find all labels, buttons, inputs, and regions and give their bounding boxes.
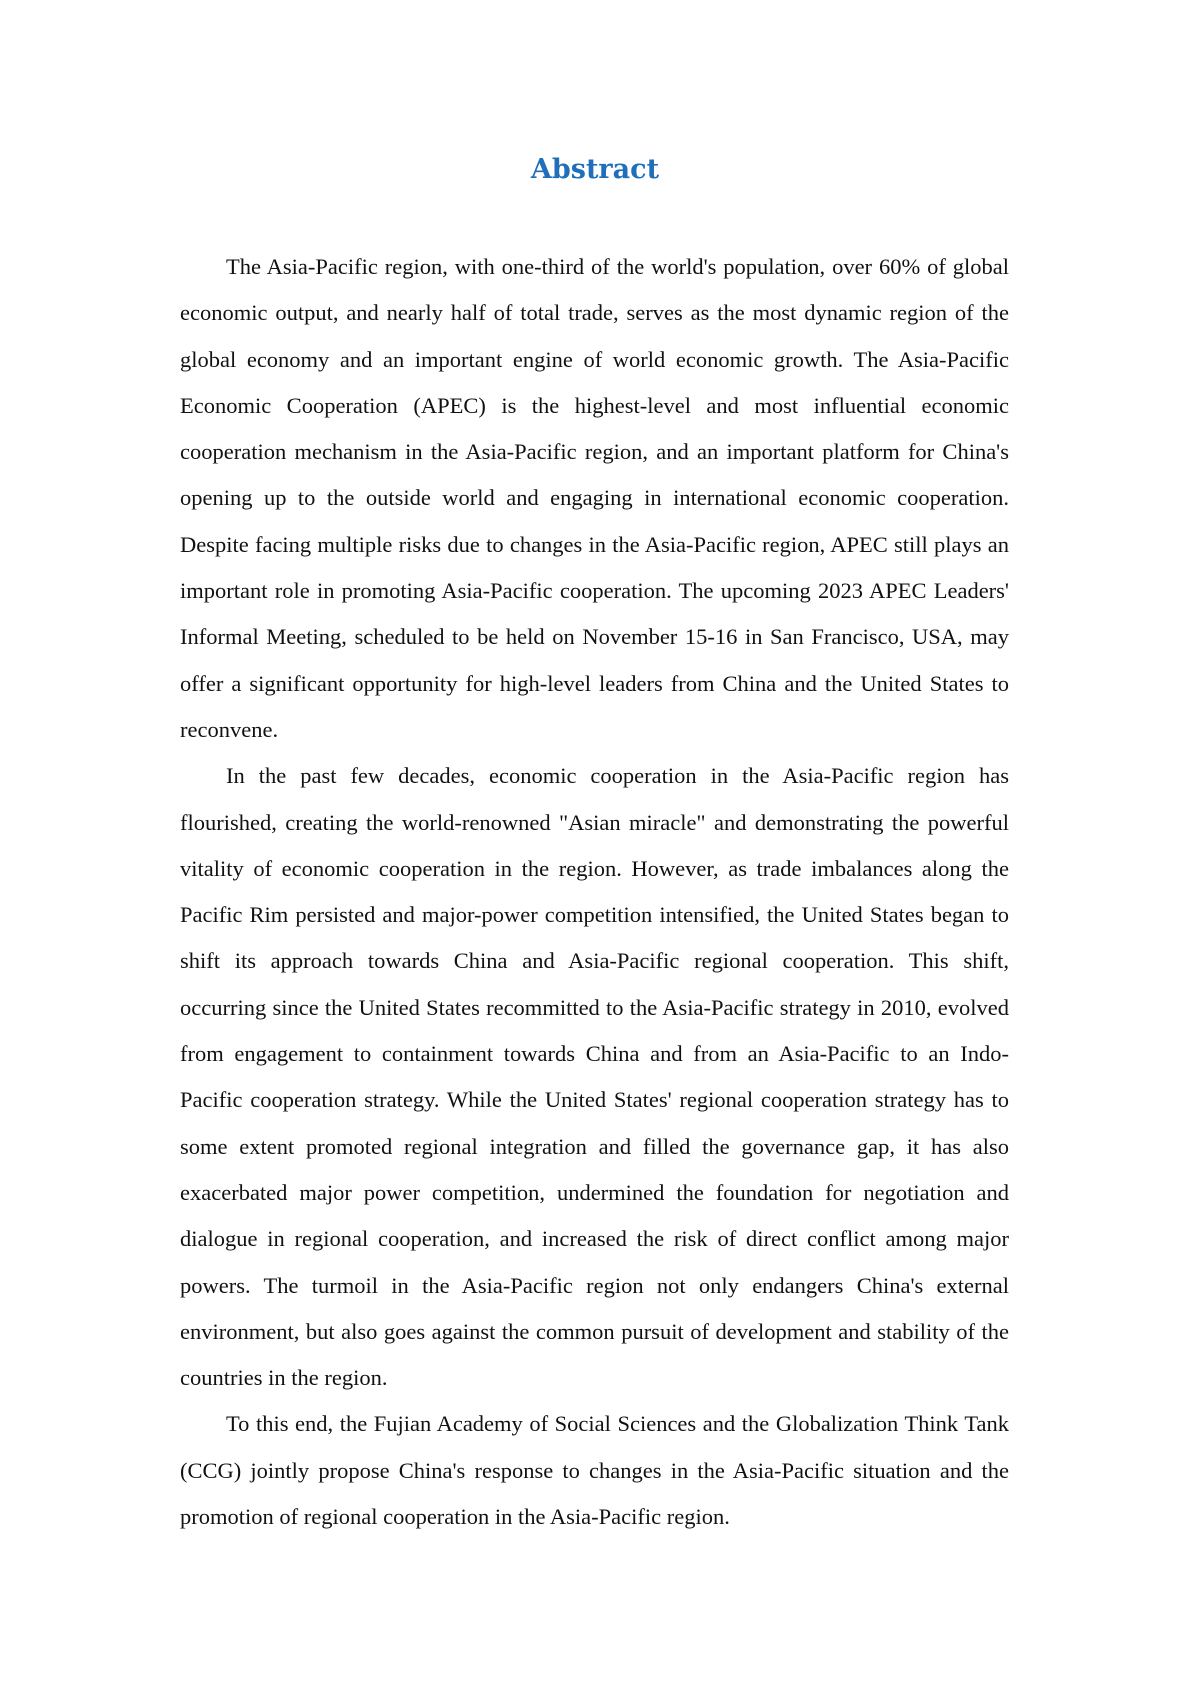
page-title: Abstract	[530, 154, 660, 185]
paragraph-2: In the past few decades, economic cooperation in the Asia-Pacific region has flourished, creating the world-renowned "Asian miracle" and demonstrating the powerful vitality of economic cooperation in the region. However, as trade imbalances along the Pacific Rim persisted and major-power competition intensified, the United States began to shift its approach towards China and Asia-Pacific regional cooperation. This shift, occurring since the United States recommitted to the Asia-Pacific strategy in 2010, evolved from engagement to containment towards China and from an Asia-Pacific to an Indo-Pacific cooperation strategy. While the United States' regional cooperation strategy has to some extent promoted regional integration and filled the governance gap, it has also exacerbated major power competition, undermined the foundation for negotiation and dialogue in regional cooperation, and increased the risk of direct conflict among major powers. The turmoil in the Asia-Pacific region not only endangers China's external environment, but also goes against the common pursuit of development and stability of the countries in the region.	[180, 763, 1009, 1391]
paragraph-1: The Asia-Pacific region, with one-third of the world's population, over 60% of global economic output, and nearly half of total trade, serves as the most dynamic region of the global economy and an important engine of world economic growth. The Asia-Pacific Economic Cooperation (APEC) is the highest-level and most influential economic cooperation mechanism in the Asia-Pacific region, and an important platform for China's opening up to the outside world and engaging in international economic cooperation. Despite facing multiple risks due to changes in the Asia-Pacific region, APEC still plays an important role in promoting Asia-Pacific cooperation. The upcoming 2023 APEC Leaders' Informal Meeting, scheduled to be held on November 15-16 in San Francisco, USA, may offer a significant opportunity for high-level leaders from China and the United States to reconvene.	[180, 254, 1009, 742]
abstract-body	[180, 244, 1009, 1540]
paragraph-3: To this end, the Fujian Academy of Social Sciences and the Globalization Think Tank (CCG) jointly propose China's response to changes in the Asia-Pacific situation and the promotion of regional cooperation in the Asia-Pacific region.	[180, 1411, 1009, 1530]
